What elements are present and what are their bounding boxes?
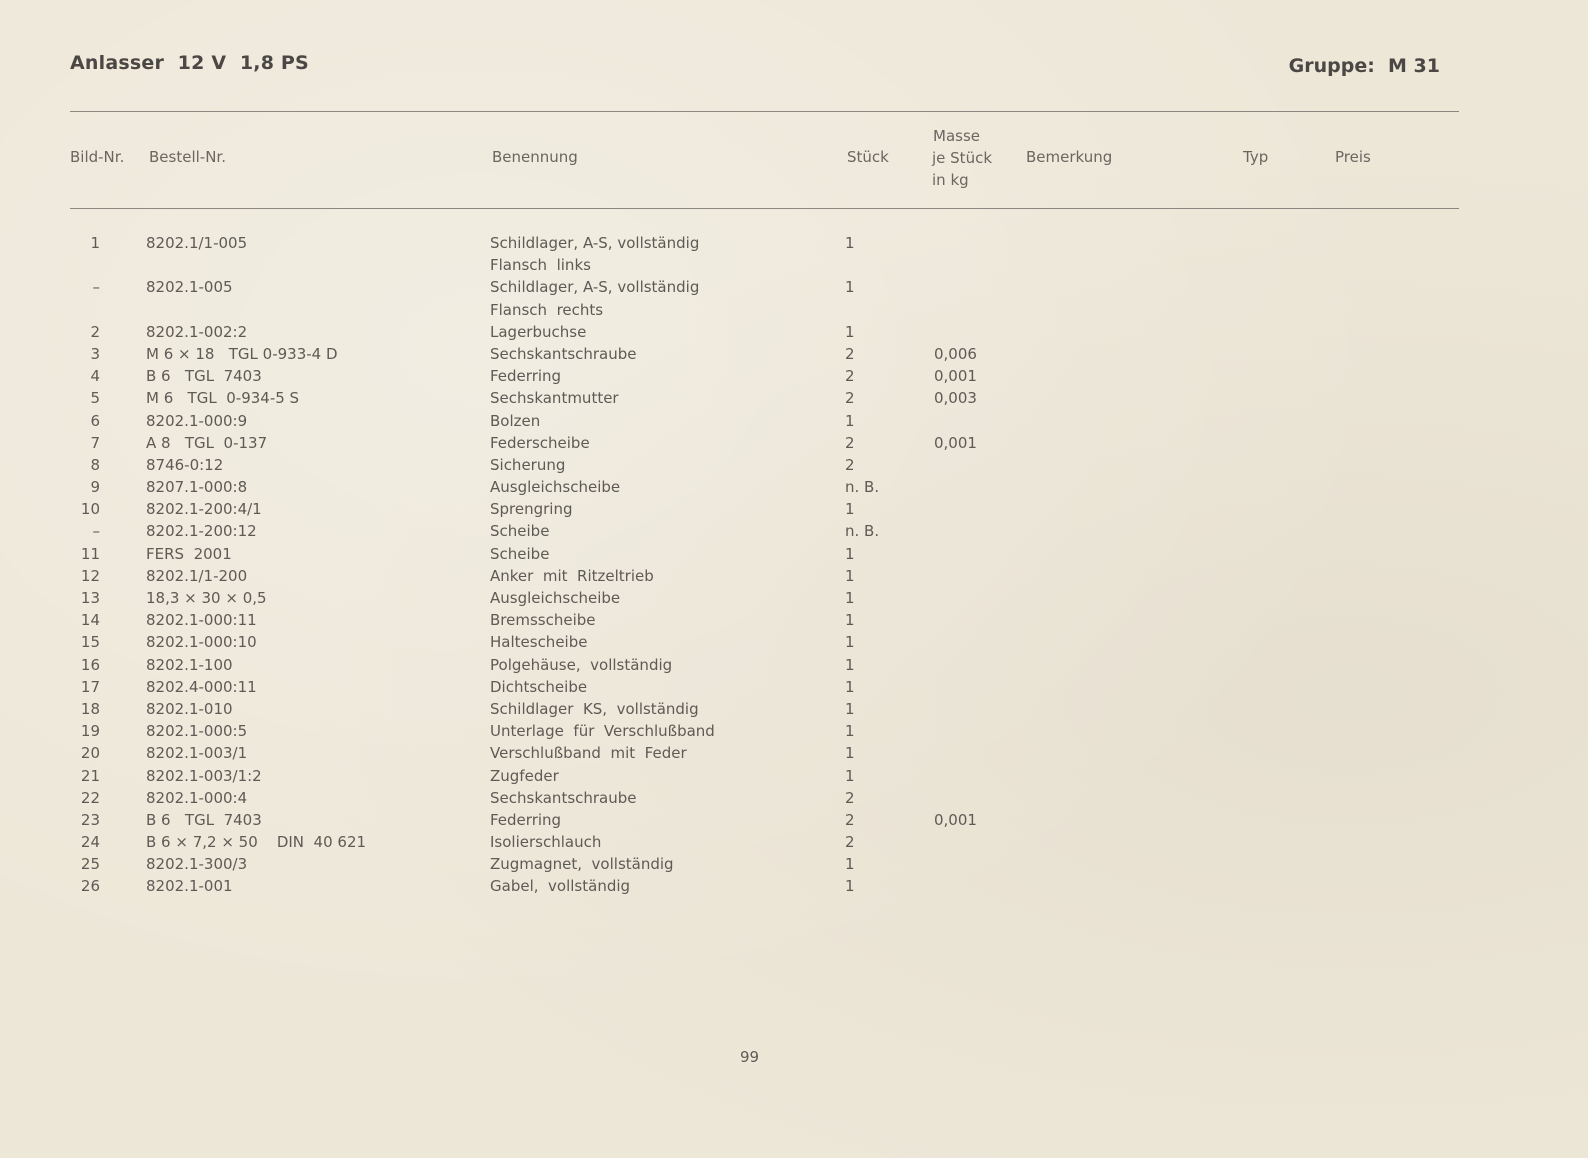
cell-bild-nr: 12 (80, 566, 100, 585)
cell-stueck: 2 (845, 833, 855, 852)
parts-table (0, 232, 1588, 898)
cell-benennung: Zugfeder (490, 766, 559, 785)
cell-bild-nr: 17 (80, 677, 100, 696)
cell-bild-nr: 14 (80, 611, 100, 630)
cell-bestell-nr: 8202.1-000:4 (146, 788, 248, 807)
cell-bestell-nr: 8202.1-200:4/1 (146, 500, 262, 519)
col-header-masse-line3: in kg (932, 171, 969, 189)
table-row (0, 787, 1588, 809)
cell-bild-nr: 3 (90, 344, 100, 363)
cell-stueck: 1 (845, 411, 855, 430)
table-row (0, 853, 1588, 875)
cell-bild-nr: 16 (80, 655, 100, 674)
cell-stueck: 1 (845, 855, 855, 874)
cell-bestell-nr: 8202.1-000:9 (146, 411, 248, 430)
table-row (0, 565, 1588, 587)
cell-benennung: Bolzen (490, 411, 541, 430)
cell-masse: 0,006 (934, 344, 977, 363)
cell-benennung: Bremsscheibe (490, 611, 596, 630)
cell-benennung: Gabel, vollständig (490, 877, 631, 896)
cell-benennung: Ausgleichscheibe (490, 478, 621, 497)
cell-bild-nr: 4 (90, 367, 100, 386)
cell-bild-nr: 15 (80, 633, 100, 652)
table-row (0, 742, 1588, 764)
table-row (0, 387, 1588, 409)
cell-bestell-nr: 8202.1/1-200 (146, 566, 248, 585)
cell-bestell-nr: B 6 TGL 7403 (146, 367, 262, 386)
cell-bestell-nr: B 6 TGL 7403 (146, 810, 262, 829)
table-row (0, 809, 1588, 831)
cell-bestell-nr: 8202.1-200:12 (146, 522, 257, 541)
cell-benennung: Sechskantmutter (490, 389, 619, 408)
table-row (0, 276, 1588, 298)
cell-masse: 0,001 (934, 367, 977, 386)
cell-bild-nr: – (92, 278, 100, 297)
cell-bestell-nr: 8202.1-002:2 (146, 322, 248, 341)
cell-bestell-nr: A 8 TGL 0-137 (146, 433, 268, 452)
cell-bild-nr: 2 (90, 322, 100, 341)
cell-benennung: Polgehäuse, vollständig (490, 655, 673, 674)
cell-benennung: Anker mit Ritzeltrieb (490, 566, 654, 585)
table-row (0, 343, 1588, 365)
cell-bild-nr: 23 (80, 810, 100, 829)
cell-stueck: 1 (845, 500, 855, 519)
table-row (0, 321, 1588, 343)
cell-bild-nr: 7 (90, 433, 100, 452)
col-header-typ: Typ (1243, 148, 1269, 166)
table-row (0, 543, 1588, 565)
cell-bild-nr: 24 (80, 833, 100, 852)
table-row (0, 631, 1588, 653)
cell-bild-nr: 20 (80, 744, 100, 763)
table-row (0, 232, 1588, 254)
col-header-bestell: Bestell-Nr. (149, 148, 226, 166)
cell-bestell-nr: 18,3 × 30 × 0,5 (146, 589, 267, 607)
cell-stueck: 1 (845, 766, 855, 785)
cell-benennung: Federscheibe (490, 433, 590, 452)
cell-bestell-nr: 8746-0:12 (146, 455, 224, 474)
table-row (0, 498, 1588, 520)
cell-bild-nr: 8 (90, 455, 100, 474)
cell-benennung: Isolierschlauch (490, 833, 602, 852)
cell-stueck: 2 (845, 810, 855, 829)
cell-stueck: 1 (845, 677, 855, 696)
cell-benennung: Schildlager, A-S, vollständig (490, 278, 700, 297)
table-row (0, 520, 1588, 542)
cell-benennung: Lagerbuchse (490, 322, 587, 341)
cell-benennung: Scheibe (490, 544, 550, 563)
table-row (0, 454, 1588, 476)
cell-stueck: n. B. (845, 478, 880, 497)
table-row (0, 609, 1588, 631)
cell-benennung: Scheibe (490, 522, 550, 541)
cell-bild-nr: 1 (90, 234, 100, 252)
cell-bestell-nr: 8202.1-000:11 (146, 611, 257, 630)
cell-bild-nr: 10 (80, 500, 100, 519)
cell-bild-nr: – (92, 522, 100, 541)
cell-bestell-nr: 8202.1-003/1 (146, 744, 248, 763)
page-title: Anlasser 12 V 1,8 PS (70, 52, 309, 74)
cell-bild-nr: 9 (90, 478, 100, 497)
cell-stueck: 2 (845, 433, 855, 452)
cell-bild-nr: 25 (80, 855, 100, 874)
table-row (0, 676, 1588, 698)
cell-bestell-nr: 8202.1-000:10 (146, 633, 257, 652)
col-header-preis: Preis (1335, 148, 1371, 166)
cell-stueck: 2 (845, 367, 855, 386)
cell-benennung: Haltescheibe (490, 633, 588, 652)
cell-benennung: Sechskantschraube (490, 344, 637, 363)
group-label: Gruppe: M 31 (1288, 55, 1440, 77)
cell-stueck: 2 (845, 455, 855, 474)
cell-bestell-nr: 8202.4-000:11 (146, 677, 257, 696)
cell-benennung: Sprengring (490, 500, 573, 519)
cell-masse: 0,001 (934, 810, 977, 829)
cell-bild-nr: 6 (90, 411, 100, 430)
table-row (0, 299, 1588, 321)
cell-stueck: 1 (845, 278, 855, 297)
cell-stueck: 2 (845, 389, 855, 408)
cell-bestell-nr: B 6 × 7,2 × 50 DIN 40 621 (146, 833, 367, 852)
table-row (0, 476, 1588, 498)
col-header-masse-line1: Masse (933, 127, 980, 145)
col-header-masse-line2: je Stück (932, 149, 993, 167)
cell-bestell-nr: 8202.1-003/1:2 (146, 766, 262, 785)
cell-bestell-nr: 8202.1-100 (146, 655, 233, 674)
page-number: 99 (740, 1048, 760, 1066)
cell-benennung: Dichtscheibe (490, 677, 588, 696)
header-top-rule (70, 111, 1459, 112)
cell-stueck: 1 (845, 322, 855, 341)
cell-bild-nr: 11 (80, 544, 100, 563)
cell-bild-nr: 5 (90, 389, 100, 408)
cell-stueck: 1 (845, 877, 855, 896)
cell-bestell-nr: 8202.1-001 (146, 877, 233, 896)
cell-benennung: Sicherung (490, 455, 566, 474)
table-row (0, 654, 1588, 676)
cell-masse: 0,001 (934, 433, 977, 452)
cell-stueck: 1 (845, 589, 855, 607)
cell-bild-nr: 13 (80, 589, 100, 607)
cell-benennung: Unterlage für Verschlußband (490, 722, 715, 741)
cell-stueck: 1 (845, 234, 855, 252)
cell-benennung: Flansch links (490, 256, 591, 275)
table-row (0, 765, 1588, 787)
cell-benennung: Zugmagnet, vollständig (490, 855, 674, 874)
cell-stueck: n. B. (845, 522, 880, 541)
col-header-benennung: Benennung (492, 148, 578, 166)
cell-stueck: 1 (845, 611, 855, 630)
cell-bild-nr: 21 (80, 766, 100, 785)
cell-benennung: Federring (490, 367, 562, 386)
cell-stueck: 2 (845, 788, 855, 807)
cell-bestell-nr: 8202.1-005 (146, 278, 233, 297)
cell-benennung: Sechskantschraube (490, 788, 637, 807)
table-row (0, 720, 1588, 742)
cell-benennung: Verschlußband mit Feder (490, 744, 687, 763)
cell-bestell-nr: 8202.1-010 (146, 699, 233, 718)
col-header-masse (932, 125, 992, 191)
header-bottom-rule (70, 208, 1459, 209)
cell-stueck: 1 (845, 744, 855, 763)
cell-stueck: 1 (845, 633, 855, 652)
col-header-stueck: Stück (847, 148, 889, 166)
cell-benennung: Ausgleichscheibe (490, 589, 621, 607)
cell-benennung: Schildlager, A-S, vollständig (490, 234, 700, 252)
col-header-bemerkung: Bemerkung (1026, 148, 1113, 166)
table-row (0, 432, 1588, 454)
cell-benennung: Schildlager KS, vollständig (490, 699, 699, 718)
cell-benennung: Flansch rechts (490, 300, 604, 319)
cell-stueck: 1 (845, 722, 855, 741)
table-row (0, 587, 1588, 609)
cell-bild-nr: 22 (80, 788, 100, 807)
table-row (0, 831, 1588, 853)
cell-masse: 0,003 (934, 389, 977, 408)
cell-stueck: 2 (845, 344, 855, 363)
table-row (0, 698, 1588, 720)
table-row (0, 875, 1588, 897)
cell-bestell-nr: 8202.1/1-005 (146, 234, 248, 252)
cell-bestell-nr: M 6 × 18 TGL 0-933-4 D (146, 344, 338, 363)
col-header-bild: Bild-Nr. (70, 148, 125, 166)
table-row (0, 410, 1588, 432)
cell-bild-nr: 19 (80, 722, 100, 741)
cell-bestell-nr: 8202.1-000:5 (146, 722, 248, 741)
cell-bestell-nr: M 6 TGL 0-934-5 S (146, 389, 300, 408)
cell-benennung: Federring (490, 810, 562, 829)
cell-stueck: 1 (845, 699, 855, 718)
cell-bestell-nr: 8202.1-300/3 (146, 855, 248, 874)
cell-bestell-nr: 8207.1-000:8 (146, 478, 248, 497)
cell-stueck: 1 (845, 544, 855, 563)
cell-stueck: 1 (845, 566, 855, 585)
table-row (0, 365, 1588, 387)
cell-bestell-nr: FERS 2001 (146, 544, 232, 563)
cell-stueck: 1 (845, 655, 855, 674)
cell-bild-nr: 26 (80, 877, 100, 896)
table-row (0, 254, 1588, 276)
cell-bild-nr: 18 (80, 699, 100, 718)
